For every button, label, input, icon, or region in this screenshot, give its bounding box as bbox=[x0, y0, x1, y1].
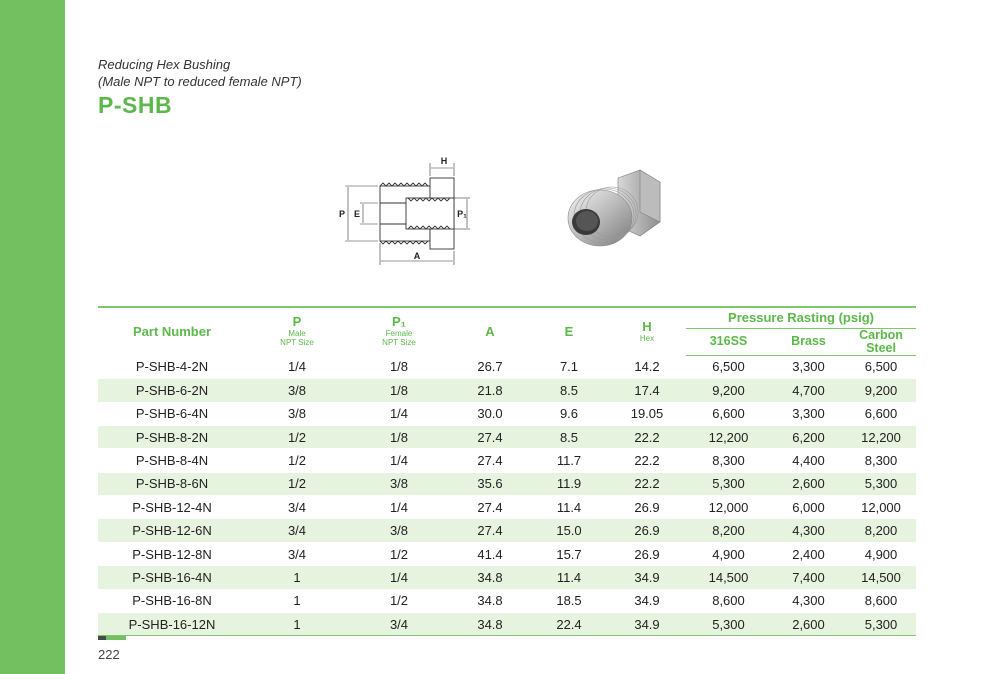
cell-p: 3/8 bbox=[246, 379, 348, 402]
cell-part: P-SHB-8-4N bbox=[98, 449, 246, 472]
cell-part: P-SHB-12-6N bbox=[98, 519, 246, 542]
cell-h: 26.9 bbox=[608, 496, 686, 519]
product-subtitle-line2: (Male NPT to reduced female NPT) bbox=[98, 74, 302, 89]
col-h bbox=[608, 307, 686, 355]
cell-e: 18.5 bbox=[530, 589, 608, 612]
cell-a: 21.8 bbox=[450, 379, 530, 402]
cell-p1: 3/8 bbox=[348, 472, 450, 495]
pressure-rating-header: Pressure Rasting (psig) bbox=[686, 307, 916, 328]
cell-p: 3/8 bbox=[246, 402, 348, 425]
cell-part: P-SHB-4-2N bbox=[98, 355, 246, 378]
cell-h: 19.05 bbox=[608, 402, 686, 425]
green-sidebar bbox=[0, 0, 65, 674]
product-code-title: P-SHB bbox=[98, 92, 173, 118]
cell-p: 1 bbox=[246, 613, 348, 636]
table-row bbox=[98, 542, 916, 565]
cell-brass: 6,200 bbox=[771, 425, 846, 448]
cell-a: 27.4 bbox=[450, 425, 530, 448]
label-e: E bbox=[353, 209, 361, 219]
table-row bbox=[98, 402, 916, 425]
cell-p: 1/4 bbox=[246, 355, 348, 378]
cell-a: 27.4 bbox=[450, 496, 530, 519]
table-row bbox=[98, 449, 916, 472]
cell-cs: 8,300 bbox=[846, 449, 916, 472]
label-a: A bbox=[413, 251, 421, 261]
cell-ss: 8,200 bbox=[686, 519, 771, 542]
cell-cs: 12,000 bbox=[846, 496, 916, 519]
col-h-sub: Hex bbox=[639, 333, 655, 343]
cell-brass: 4,300 bbox=[771, 589, 846, 612]
cell-cs: 8,600 bbox=[846, 589, 916, 612]
cell-brass: 3,300 bbox=[771, 402, 846, 425]
cell-h: 34.9 bbox=[608, 566, 686, 589]
col-h-label: H bbox=[642, 319, 652, 335]
cell-ss: 6,500 bbox=[686, 355, 771, 378]
cell-part: P-SHB-16-12N bbox=[98, 613, 246, 636]
cell-part: P-SHB-6-4N bbox=[98, 402, 246, 425]
cell-p1: 1/4 bbox=[348, 566, 450, 589]
cell-brass: 3,300 bbox=[771, 355, 846, 378]
col-p1-sub2: NPT Size bbox=[382, 338, 416, 348]
cell-p1: 1/4 bbox=[348, 449, 450, 472]
cell-e: 15.7 bbox=[530, 542, 608, 565]
cell-p: 3/4 bbox=[246, 496, 348, 519]
cell-ss: 9,200 bbox=[686, 379, 771, 402]
cell-p1: 3/4 bbox=[348, 613, 450, 636]
col-p-sub1: Male bbox=[288, 329, 306, 339]
cell-brass: 6,000 bbox=[771, 496, 846, 519]
col-p1-sub1: Female bbox=[385, 329, 413, 339]
col-brass: Brass bbox=[771, 328, 846, 355]
cell-a: 41.4 bbox=[450, 542, 530, 565]
cell-e: 11.4 bbox=[530, 566, 608, 589]
cell-cs: 14,500 bbox=[846, 566, 916, 589]
cell-ss: 12,200 bbox=[686, 425, 771, 448]
cell-part: P-SHB-6-2N bbox=[98, 379, 246, 402]
cell-ss: 5,300 bbox=[686, 472, 771, 495]
col-p1 bbox=[348, 307, 450, 355]
cell-h: 26.9 bbox=[608, 542, 686, 565]
table-row bbox=[98, 519, 916, 542]
cell-a: 30.0 bbox=[450, 402, 530, 425]
cell-a: 26.7 bbox=[450, 355, 530, 378]
product-photo bbox=[560, 160, 670, 260]
cell-a: 27.4 bbox=[450, 519, 530, 542]
label-p: P bbox=[338, 209, 346, 219]
cell-p: 1 bbox=[246, 566, 348, 589]
cell-h: 34.9 bbox=[608, 589, 686, 612]
page-number-bar-dark bbox=[98, 636, 106, 640]
cell-e: 8.5 bbox=[530, 379, 608, 402]
table-row bbox=[98, 589, 916, 612]
cell-brass: 2,600 bbox=[771, 613, 846, 636]
cell-e: 9.6 bbox=[530, 402, 608, 425]
page-number: 222 bbox=[98, 647, 120, 662]
cell-e: 11.7 bbox=[530, 449, 608, 472]
cell-p: 3/4 bbox=[246, 542, 348, 565]
cell-h: 22.2 bbox=[608, 425, 686, 448]
cell-ss: 12,000 bbox=[686, 496, 771, 519]
cell-p1: 1/8 bbox=[348, 355, 450, 378]
cell-brass: 7,400 bbox=[771, 566, 846, 589]
table-row bbox=[98, 566, 916, 589]
cell-brass: 2,600 bbox=[771, 472, 846, 495]
cell-cs: 9,200 bbox=[846, 379, 916, 402]
label-p1: P₁ bbox=[457, 209, 467, 219]
cell-ss: 8,600 bbox=[686, 589, 771, 612]
spec-table bbox=[98, 306, 916, 636]
cell-e: 7.1 bbox=[530, 355, 608, 378]
table-row bbox=[98, 355, 916, 378]
drawing-bore bbox=[406, 198, 454, 229]
cell-a: 34.8 bbox=[450, 613, 530, 636]
cell-e: 22.4 bbox=[530, 613, 608, 636]
cell-ss: 4,900 bbox=[686, 542, 771, 565]
cell-part: P-SHB-16-8N bbox=[98, 589, 246, 612]
cell-e: 11.9 bbox=[530, 472, 608, 495]
cell-h: 26.9 bbox=[608, 519, 686, 542]
cell-cs: 12,200 bbox=[846, 425, 916, 448]
cell-e: 15.0 bbox=[530, 519, 608, 542]
table-row bbox=[98, 496, 916, 519]
product-subtitle-line1: Reducing Hex Bushing bbox=[98, 57, 231, 72]
cell-cs: 6,600 bbox=[846, 402, 916, 425]
cell-p: 1/2 bbox=[246, 425, 348, 448]
cell-p1: 1/8 bbox=[348, 425, 450, 448]
cell-cs: 5,300 bbox=[846, 613, 916, 636]
cell-p: 3/4 bbox=[246, 519, 348, 542]
cell-a: 34.8 bbox=[450, 589, 530, 612]
cell-ss: 5,300 bbox=[686, 613, 771, 636]
cell-a: 34.8 bbox=[450, 566, 530, 589]
cell-e: 11.4 bbox=[530, 496, 608, 519]
cell-p1: 1/4 bbox=[348, 496, 450, 519]
col-p bbox=[246, 307, 348, 355]
table-row bbox=[98, 472, 916, 495]
cell-p1: 1/2 bbox=[348, 589, 450, 612]
table-row bbox=[98, 613, 916, 636]
cell-brass: 2,400 bbox=[771, 542, 846, 565]
cell-part: P-SHB-8-2N bbox=[98, 425, 246, 448]
table-row bbox=[98, 379, 916, 402]
cell-brass: 4,700 bbox=[771, 379, 846, 402]
cell-h: 14.2 bbox=[608, 355, 686, 378]
col-p-sub2: NPT Size bbox=[280, 338, 314, 348]
cell-part: P-SHB-16-4N bbox=[98, 566, 246, 589]
col-e: E bbox=[530, 307, 608, 355]
cell-p: 1/2 bbox=[246, 472, 348, 495]
table-row bbox=[98, 425, 916, 448]
cell-h: 17.4 bbox=[608, 379, 686, 402]
col-carbon-steel: Carbon Steel bbox=[846, 328, 916, 355]
cell-p1: 1/8 bbox=[348, 379, 450, 402]
col-p1-label: P₁ bbox=[391, 314, 407, 330]
cell-ss: 8,300 bbox=[686, 449, 771, 472]
cell-a: 35.6 bbox=[450, 472, 530, 495]
cell-p: 1/2 bbox=[246, 449, 348, 472]
col-316ss: 316SS bbox=[686, 328, 771, 355]
cell-p1: 1/2 bbox=[348, 542, 450, 565]
cell-ss: 14,500 bbox=[686, 566, 771, 589]
cell-p1: 1/4 bbox=[348, 402, 450, 425]
dimension-drawing bbox=[330, 153, 480, 268]
cell-h: 22.2 bbox=[608, 449, 686, 472]
cell-part: P-SHB-12-4N bbox=[98, 496, 246, 519]
cell-p1: 3/8 bbox=[348, 519, 450, 542]
cell-e: 8.5 bbox=[530, 425, 608, 448]
cell-cs: 5,300 bbox=[846, 472, 916, 495]
cell-a: 27.4 bbox=[450, 449, 530, 472]
label-h: H bbox=[440, 156, 448, 166]
cell-h: 22.2 bbox=[608, 472, 686, 495]
cell-h: 34.9 bbox=[608, 613, 686, 636]
cell-part: P-SHB-8-6N bbox=[98, 472, 246, 495]
col-p-label: P bbox=[292, 314, 302, 330]
col-a: A bbox=[450, 307, 530, 355]
cell-cs: 4,900 bbox=[846, 542, 916, 565]
cell-cs: 6,500 bbox=[846, 355, 916, 378]
cell-part: P-SHB-12-8N bbox=[98, 542, 246, 565]
col-part-number: Part Number bbox=[98, 307, 246, 355]
cell-p: 1 bbox=[246, 589, 348, 612]
cell-brass: 4,400 bbox=[771, 449, 846, 472]
cell-brass: 4,300 bbox=[771, 519, 846, 542]
cell-cs: 8,200 bbox=[846, 519, 916, 542]
cell-ss: 6,600 bbox=[686, 402, 771, 425]
